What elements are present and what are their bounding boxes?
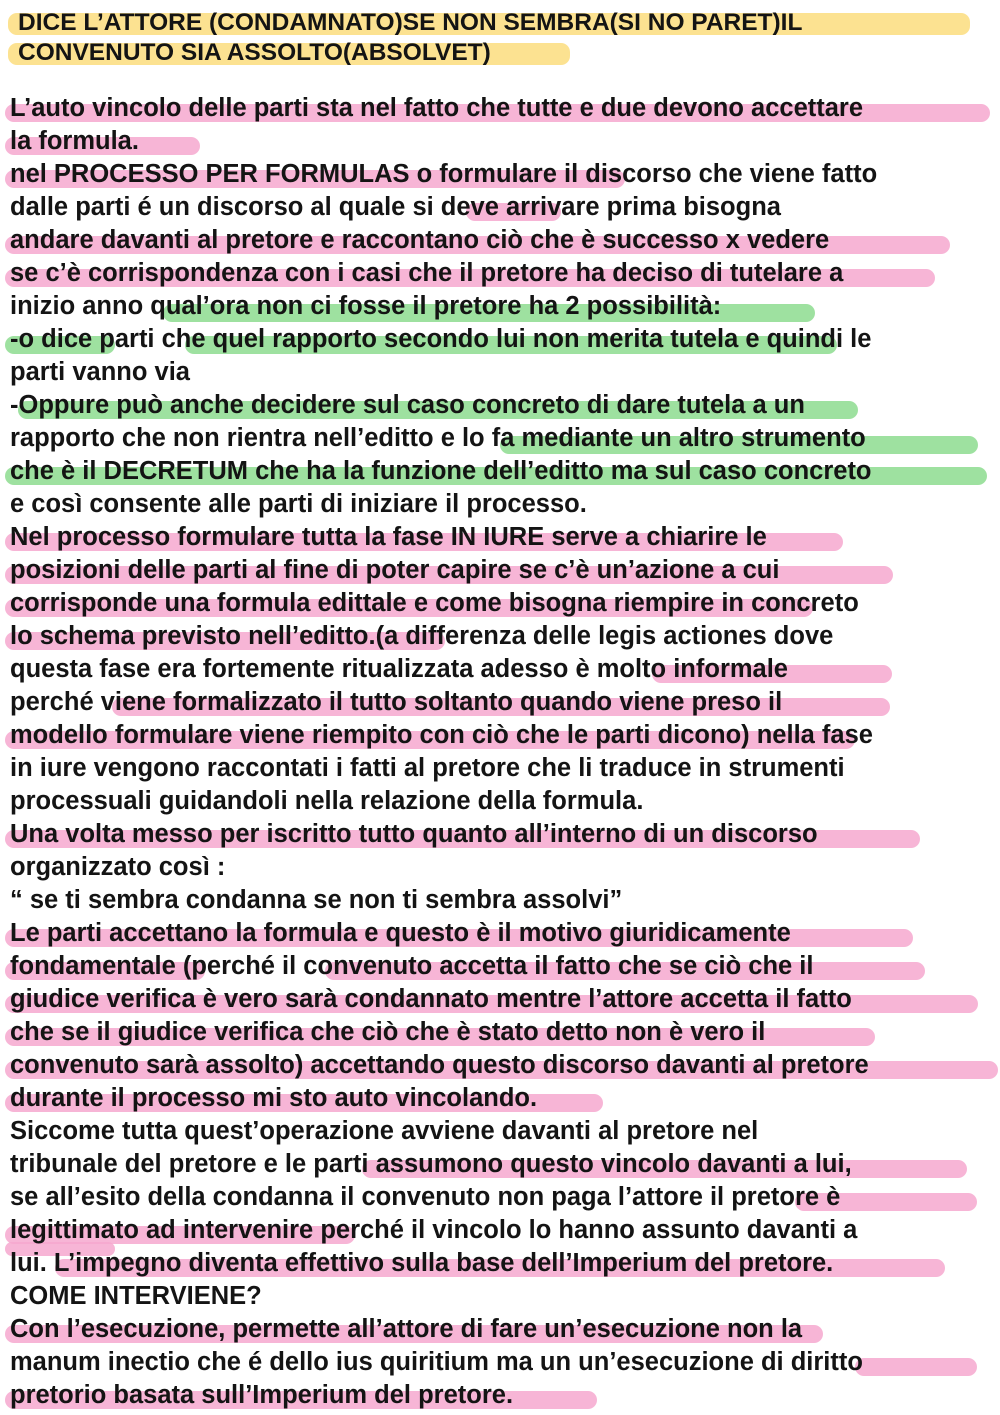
text-line: perché viene formalizzato il tutto soltanto quando viene preso il bbox=[10, 688, 783, 716]
text-line: nel PROCESSO PER FORMULAS o formulare il discorso che viene fatto bbox=[10, 160, 878, 188]
text-line: tribunale del pretore e le parti assumono questo vincolo davanti a lui, bbox=[10, 1150, 852, 1178]
text-line: in iure vengono raccontati i fatti al pretore che li traduce in strumenti bbox=[10, 754, 845, 782]
text-line: fondamentale (perché il convenuto accetta il fatto che se ciò che il bbox=[10, 952, 814, 980]
text-line: lui. L’impegno diventa effettivo sulla base dell’Imperium del pretore. bbox=[10, 1249, 834, 1277]
text-line: modello formulare viene riempito con ciò che le parti dicono) nella fase bbox=[10, 721, 873, 749]
text-line: Le parti accettano la formula e questo è il motivo giuridicamente bbox=[10, 919, 791, 947]
text-line: organizzato così : bbox=[10, 853, 226, 881]
text-line: che è il DECRETUM che ha la funzione dell’editto ma sul caso concreto bbox=[10, 457, 872, 485]
text-line: “ se ti sembra condanna se non ti sembra assolvi” bbox=[10, 886, 623, 914]
text-line: posizioni delle parti al fine di poter capire se c’è un’azione a cui bbox=[10, 556, 780, 584]
title-line: DICE L’ATTORE (CONDAMNATO)SE NON SEMBRA(SI NO PARET)IL bbox=[18, 9, 803, 36]
text-line: dalle parti é un discorso al quale si deve arrivare prima bisogna bbox=[10, 193, 781, 221]
text-line: Siccome tutta quest’operazione avviene davanti al pretore nel bbox=[10, 1117, 759, 1145]
text-line: corrisponde una formula edittale e come bisogna riempire in concreto bbox=[10, 589, 859, 617]
text-line: convenuto sarà assolto) accettando questo discorso davanti al pretore bbox=[10, 1051, 869, 1079]
text-line: questa fase era fortemente ritualizzata adesso è molto informale bbox=[10, 655, 788, 683]
text-line: COME INTERVIENE? bbox=[10, 1282, 262, 1310]
text-line: rapporto che non rientra nell’editto e lo fa mediante un altro strumento bbox=[10, 424, 866, 452]
text-line: durante il processo mi sto auto vincolando. bbox=[10, 1084, 538, 1112]
text-line: parti vanno via bbox=[10, 358, 190, 386]
text-line: pretorio basata sull’Imperium del pretore. bbox=[10, 1381, 514, 1409]
text-line: -Oppure può anche decidere sul caso concreto di dare tutela a un bbox=[10, 391, 805, 419]
text-line: -o dice parti che quel rapporto secondo lui non merita tutela e quindi le bbox=[10, 325, 872, 353]
text-line: Con l’esecuzione, permette all’attore di fare un’esecuzione non la bbox=[10, 1315, 803, 1343]
text-line: Una volta messo per iscritto tutto quanto all’interno di un discorso bbox=[10, 820, 818, 848]
text-line: processuali guidandoli nella relazione della formula. bbox=[10, 787, 644, 815]
text-line: giudice verifica è vero sarà condannato mentre l’attore accetta il fatto bbox=[10, 985, 852, 1013]
text-line: se c’è corrispondenza con i casi che il pretore ha deciso di tutelare a bbox=[10, 259, 844, 287]
text-line: manum inectio che é dello ius quiritium ma un un’esecuzione di diritto bbox=[10, 1348, 863, 1376]
text-line: lo schema previsto nell’editto.(a differenza delle legis actiones dove bbox=[10, 622, 834, 650]
text-line: inizio anno qual’ora non ci fosse il pretore ha 2 possibilità: bbox=[10, 292, 722, 320]
text-line: la formula. bbox=[10, 127, 139, 155]
text-line: e così consente alle parti di iniziare il processo. bbox=[10, 490, 587, 518]
text-line: Nel processo formulare tutta la fase IN IURE serve a chiarire le bbox=[10, 523, 767, 551]
text-line: che se il giudice verifica che ciò che è stato detto non è vero il bbox=[10, 1018, 766, 1046]
highlight-pink bbox=[855, 1358, 977, 1376]
text-line: legittimato ad intervenire perché il vincolo lo hanno assunto davanti a bbox=[10, 1216, 858, 1244]
title-line: CONVENUTO SIA ASSOLTO(ABSOLVET) bbox=[18, 39, 491, 66]
text-line: se all’esito della condanna il convenuto non paga l’attore il pretore è bbox=[10, 1183, 841, 1211]
text-line: L’auto vincolo delle parti sta nel fatto che tutte e due devono accettare bbox=[10, 94, 864, 122]
text-line: andare davanti al pretore e raccontano ciò che è successo x vedere bbox=[10, 226, 830, 254]
